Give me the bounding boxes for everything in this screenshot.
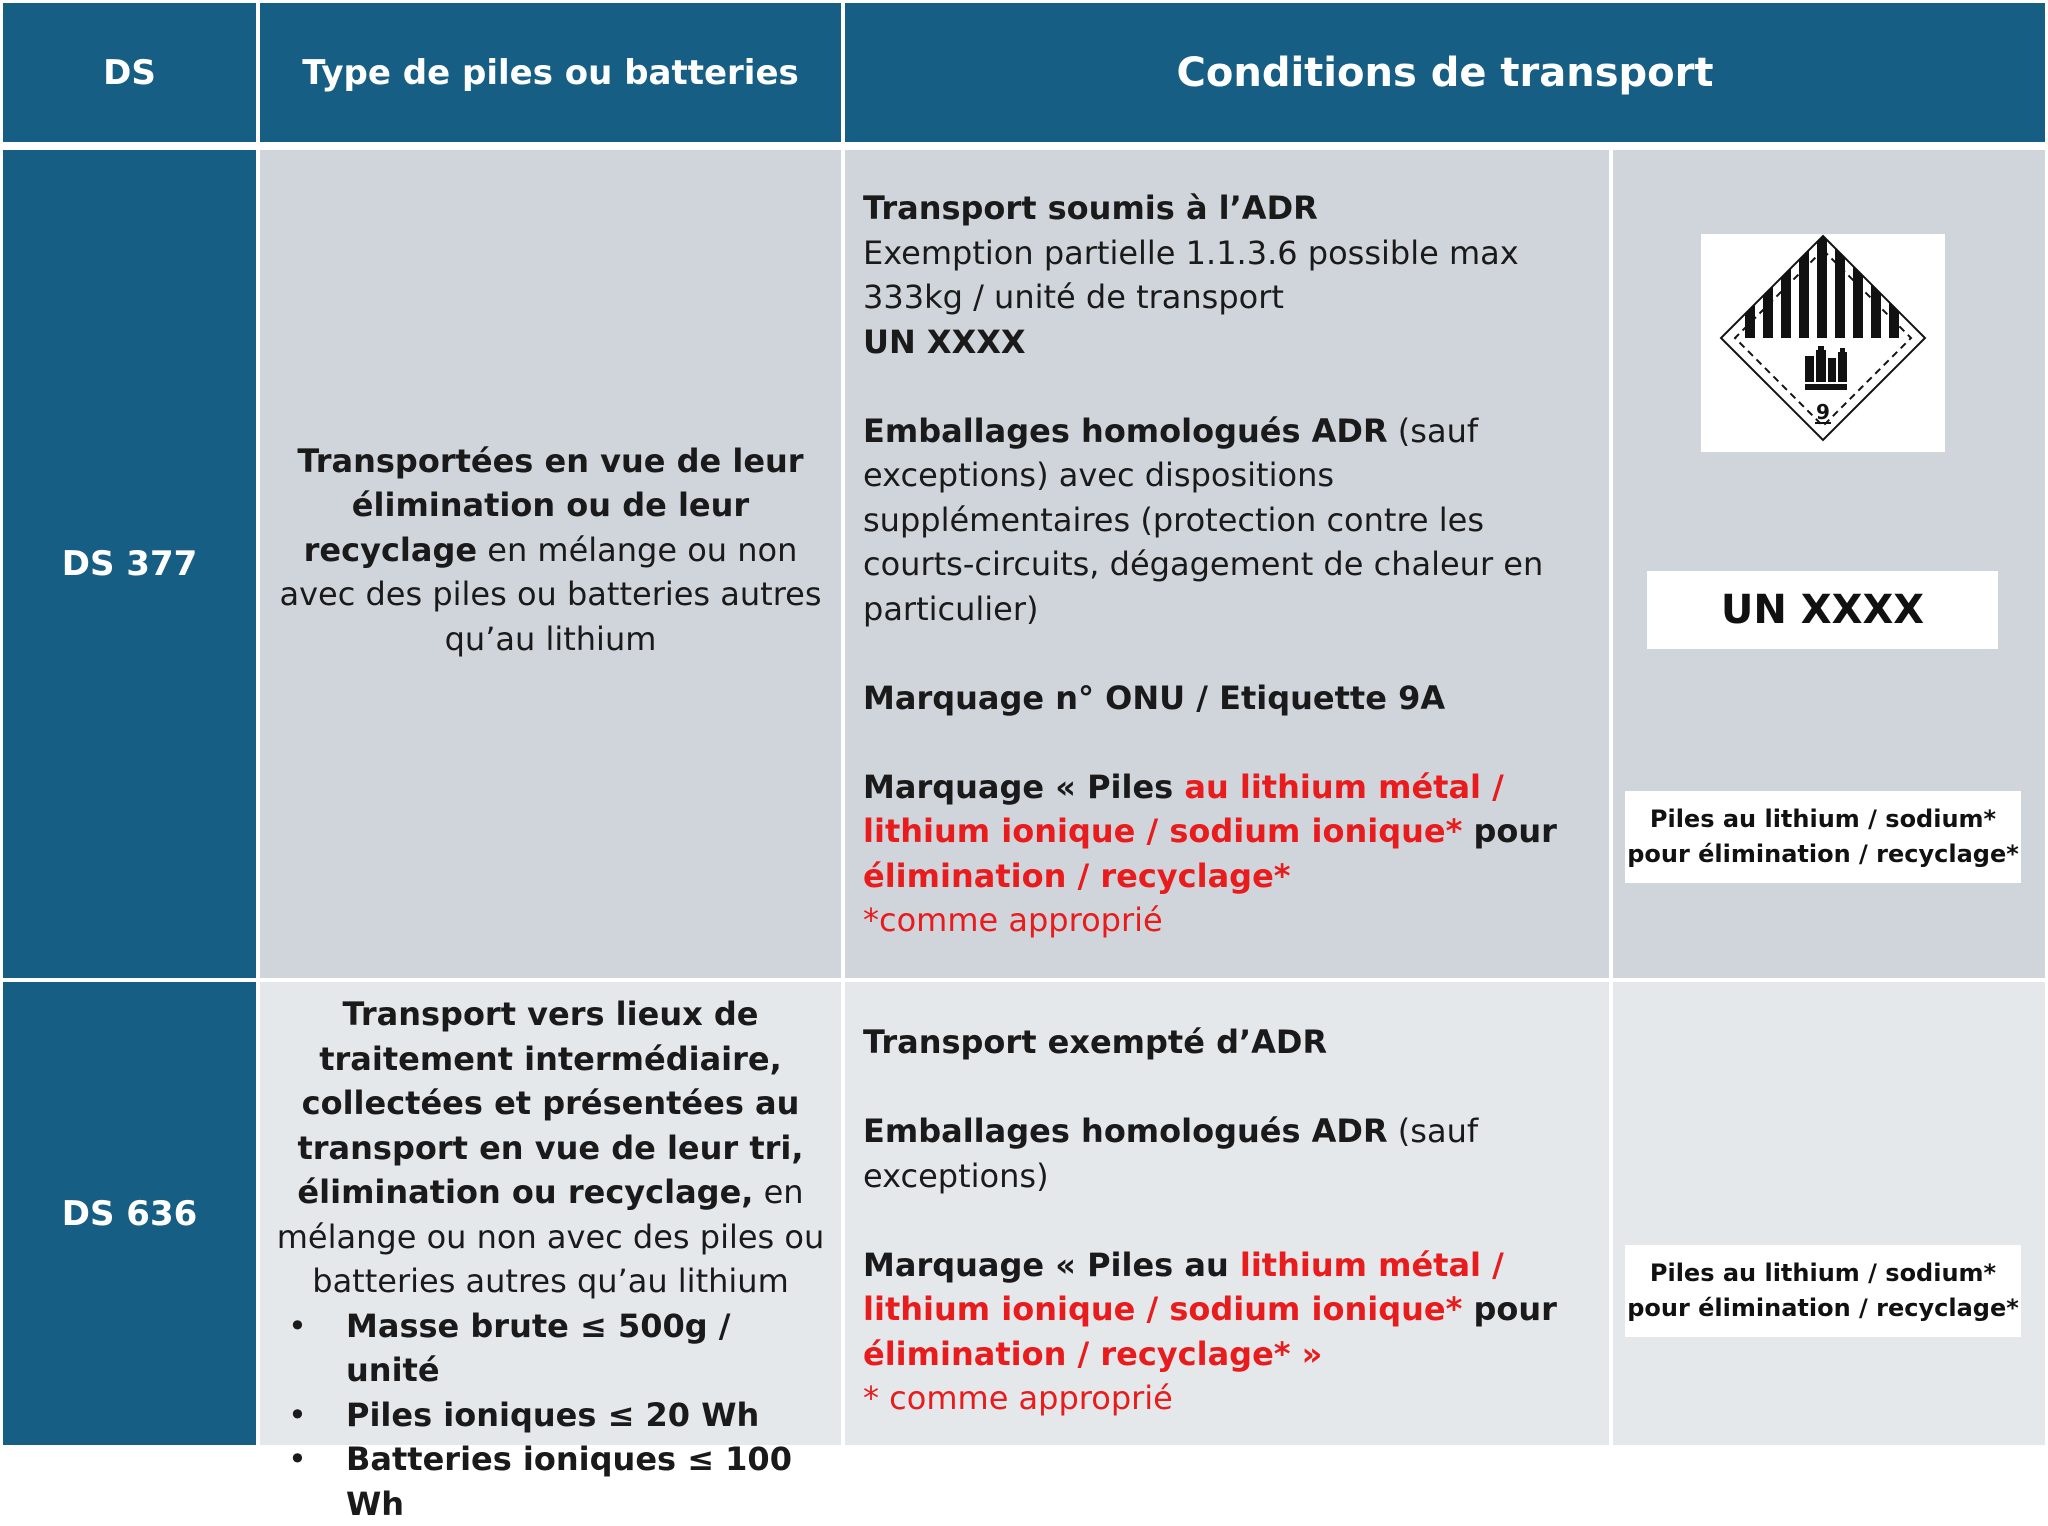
row2-marking-cell xyxy=(1613,982,2045,1445)
header-ds-label: DS xyxy=(103,53,156,93)
row1-piles-box xyxy=(1625,791,2021,883)
row1-m2-c: pour xyxy=(1462,812,1557,850)
header-type xyxy=(260,3,841,142)
row2-ds xyxy=(3,982,256,1445)
row2-type-rest: en mélange ou non avec des piles ou batteries autres qu’au lithium xyxy=(277,1173,824,1300)
row2-conditions-list xyxy=(288,1304,827,1526)
row1-m2-b: au lithium métal / lithium ionique / sodium ionique* xyxy=(863,768,1504,851)
row2-type-text xyxy=(274,992,827,1304)
row1-cond-marking-piles xyxy=(863,765,1595,899)
row1-ds xyxy=(3,150,256,978)
row1-marking-cell xyxy=(1613,150,2045,978)
row2-conditions-text xyxy=(863,1020,1595,1421)
row1-m2-d: élimination / recyclage* xyxy=(863,857,1291,895)
row2-m-a: Marquage « Piles au xyxy=(863,1246,1240,1284)
list-item: • Masse brute ≤ 500g / unité xyxy=(288,1304,827,1393)
row2-piles-box-l2: pour élimination / recyclage* xyxy=(1627,1291,2019,1326)
row2-m-c: pour xyxy=(1462,1290,1557,1328)
row1-piles-box-l1: Piles au lithium / sodium* xyxy=(1650,802,1996,837)
row1-pack-bold: Emballages homologués ADR xyxy=(863,412,1388,450)
header-conditions xyxy=(845,3,2045,142)
row1-type-rest: en mélange ou non avec des piles ou batteries autres qu’au lithium xyxy=(279,531,821,658)
row1-m2-a: Marquage « Piles xyxy=(863,768,1184,806)
row2-pack-bold: Emballages homologués ADR xyxy=(863,1112,1388,1150)
row2-cond-adr: Transport exempté d’ADR xyxy=(863,1020,1595,1065)
row1-ds-label: DS 377 xyxy=(62,544,198,584)
row2-type-bold: Transport vers lieux de traitement intermédiaire, collectées et présentées au transport en vue de leur tri, élimination ou recyclage, xyxy=(297,995,803,1211)
row2-ds-label: DS 636 xyxy=(62,1194,198,1234)
row2-cond-note: * comme approprié xyxy=(863,1376,1595,1421)
row1-pack-rest: (sauf exceptions) avec dispositions supplémentaires (protection contre les courts-circuits, dégagement de chaleur en particulier) xyxy=(863,412,1543,628)
un-number-box-label: UN XXXX xyxy=(1721,587,1924,633)
row2-m-b: lithium métal / lithium ionique / sodium ionique* xyxy=(863,1246,1504,1329)
row2-cond-packaging xyxy=(863,1109,1595,1198)
row1-type-text xyxy=(274,439,827,662)
header-ds xyxy=(3,3,256,142)
row1-cond-adr: Transport soumis à l’ADR xyxy=(863,186,1595,231)
row2-piles-box xyxy=(1625,1245,2021,1337)
un-number-box xyxy=(1647,571,1998,649)
row2-piles-box-l1: Piles au lithium / sodium* xyxy=(1650,1256,1996,1291)
list-item: • Batteries ioniques ≤ 100 Wh xyxy=(288,1437,827,1526)
row1-conditions-cell xyxy=(845,150,1609,978)
row2-type-cell xyxy=(260,982,841,1445)
row2-cond-marking-piles xyxy=(863,1243,1595,1377)
row1-conditions-text xyxy=(863,186,1595,943)
row1-cond-exemption: Exemption partielle 1.1.3.6 possible max 333kg / unité de transport xyxy=(863,231,1595,320)
list-item: • Piles ioniques ≤ 20 Wh xyxy=(288,1393,827,1438)
row2-m-d: élimination / recyclage* » xyxy=(863,1335,1322,1373)
row1-cond-packaging xyxy=(863,409,1595,632)
row1-type-cell xyxy=(260,150,841,978)
row1-cond-marking-un: Marquage n° ONU / Etiquette 9A xyxy=(863,676,1595,721)
row1-cond-note: *comme approprié xyxy=(863,898,1595,943)
header-type-label: Type de piles ou batteries xyxy=(302,53,799,93)
row1-cond-un: UN XXXX xyxy=(863,320,1595,365)
row2-pack-rest: (sauf exceptions) xyxy=(863,1112,1478,1195)
row2-conditions-cell xyxy=(845,982,1609,1445)
class-9a-hazard-label-icon xyxy=(1701,234,1945,452)
row1-type-bold: Transportées en vue de leur élimination ou de leur recyclage xyxy=(297,442,803,569)
svg-text:9: 9 xyxy=(1816,400,1830,424)
header-conditions-label: Conditions de transport xyxy=(1177,50,1714,96)
row1-piles-box-l2: pour élimination / recyclage* xyxy=(1627,837,2019,872)
